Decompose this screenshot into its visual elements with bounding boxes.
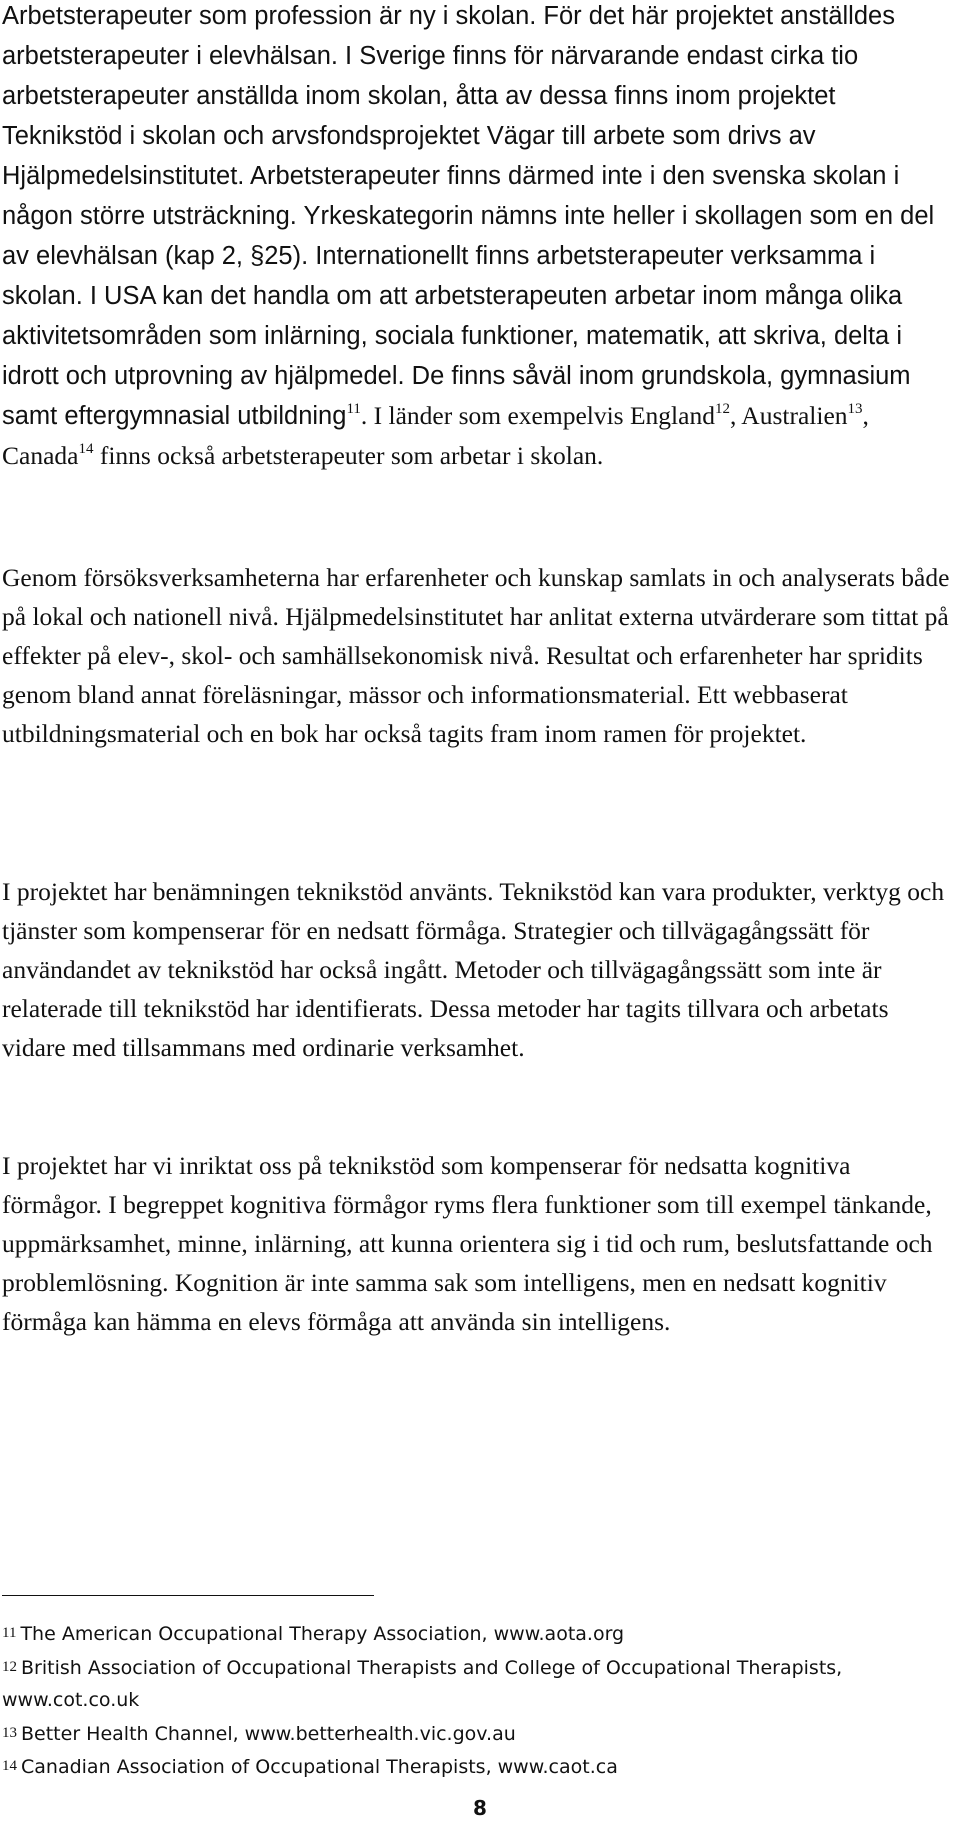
paragraph-1-text-d: , Canada [2,401,869,470]
paragraph-1 [2,0,952,475]
footnote-ref-13[interactable]: 13 [847,401,863,417]
paragraph-1-text: Arbetsterapeuter som profession är ny i skolan. För det här projektet anställdes arbetsterapeuter i elevhälsan. I Sverige finns för närvarande endast cirka tio arbetsterapeuter anställda inom skolan, åtta av dessa finns inom projektet Teknikstöd i skolan och arvsfondsprojektet Vägar till arbete som drivs av Hjälpmedelsinstitutet. Arbetsterapeuter finns därmed inte i den svenska skolan i någon större utsträckning. Yrkeskategorin nämns inte heller i skollagen som en del av elevhälsan (kap 2, §25). Internationellt finns arbetsterapeuter verksamma i skolan. I USA kan det handla om att arbetsterapeuten arbetar inom många olika aktivitetsområden som inlärning, sociala funktioner, matematik, att skriva, delta i idrott och utprovning av hjälpmedel. De finns såväl inom grundskola, gymnasium samt eftergymnasial utbildning [2,2,935,430]
paragraph-1-text-c: , Australien [729,401,848,430]
footnote-text: The American Occupational Therapy Association, www.aota.org [20,1623,625,1645]
paragraph-3: I projektet har benämningen teknikstöd använts. Teknikstöd kan vara produkter, verktyg och tjänster som kompenserar för en nedsatt förmåga. Strategier och tillvägagångssätt för användandet av teknikstöd har också ingått. Metoder och tillvägagångssätt som inte är relaterade till teknikstöd har identifierats. Dessa metoder har tagits tillvara och arbetats vidare med tillsammans med ordinarie verksamhet. [2,877,945,1062]
footnote-12 [2,1651,952,1717]
footnote-text: Canadian Association of Occupational Therapists, www.caot.ca [21,1756,618,1778]
footnote-ref-12[interactable]: 12 [714,401,730,417]
paragraph-1-text-b: . I länder som exempelvis England [360,401,715,430]
footnote-ref-11[interactable]: 11 [346,401,361,417]
paragraph-4: I projektet har vi inriktat oss på teknikstöd som kompenserar för nedsatta kognitiva förmågor. I begreppet kognitiva förmågor ryms flera funktioner som till exempel tänkande, uppmärksamhet, minne, inlärning, att kunna orientera sig i tid och rum, beslutsfattande och problemlösning. Kognition är inte samma sak som intelligens, men en nedsatt kognitiv förmåga kan hämma en elevs förmåga att använda sin intelligens. [2,1151,933,1336]
footnote-text: Better Health Channel, www.betterhealth.vic.gov.au [21,1722,516,1745]
footnote-number: 13 [2,1724,17,1741]
footnote-13 [2,1717,952,1751]
footnote-number: 14 [2,1758,17,1774]
paragraph-2: Genom försöksverksamheterna har erfarenheter och kunskap samlats in och analyserats både på lokal och nationell nivå. Hjälpmedelsinstitutet har anlitat externa utvärderare som tittat på effekter på elev-, skol- och samhällsekonomisk nivå. Resultat och erfarenheter har spridits genom bland annat föreläsningar, mässor och informationsmaterial. Ett webbaserat utbildningsmaterial och en bok har också tagits fram inom ramen för projektet. [2,563,950,748]
page-number: 8 [473,1796,487,1820]
footnote-separator [2,1595,374,1596]
paragraph-1-text-e: finns också arbetsterapeuter som arbetar i skolan. [93,441,604,470]
footnote-ref-14[interactable]: 14 [78,441,94,457]
footnote-number: 12 [2,1658,17,1675]
footnote-text: British Association of Occupational Therapists and College of Occupational Therapists, www.cot.co.uk [2,1656,843,1711]
footnote-14 [2,1750,952,1784]
footnote-11 [2,1617,952,1651]
footnotes [2,1617,952,1784]
footnote-number: 11 [2,1625,17,1641]
